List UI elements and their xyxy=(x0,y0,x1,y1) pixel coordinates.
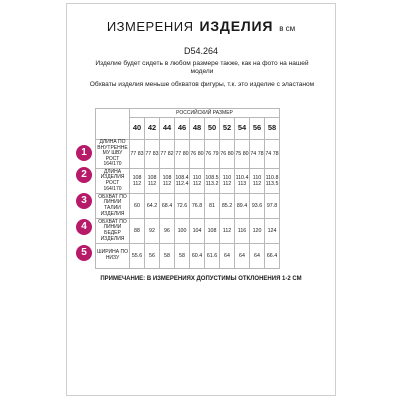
value-cell: 56 xyxy=(145,243,160,268)
value-cell: 120 xyxy=(250,218,265,243)
page-title xyxy=(67,19,335,35)
product-code: D54.264 xyxy=(183,46,219,56)
value-cell: 110 112 xyxy=(250,168,265,193)
value-cell: 108.5 113.2 xyxy=(205,168,220,193)
value-cell: 108 112 xyxy=(130,168,145,193)
value-cell: 89.4 xyxy=(235,193,250,218)
value-cell: 104 xyxy=(190,218,205,243)
tolerance-footnote: ПРИМЕЧАНИЕ: В ИЗМЕРЕНИЯХ ДОПУСТИМЫ ОТКЛОНЕНИЯ 1-2 СМ xyxy=(100,276,302,282)
value-cell: 60.4 xyxy=(190,243,205,268)
value-cell: 75 80 xyxy=(235,140,250,169)
size-cell: 40 xyxy=(130,118,145,140)
value-cell: 108 112 xyxy=(145,168,160,193)
marker-1: 1 xyxy=(76,145,92,161)
value-cell: 68.4 xyxy=(160,193,175,218)
size-system-header: РОССИЙСКИЙ РАЗМЕР xyxy=(130,109,280,118)
corner-cell xyxy=(96,109,130,140)
value-cell: 93.6 xyxy=(250,193,265,218)
value-cell: 97.8 xyxy=(265,193,280,218)
value-cell: 92 xyxy=(145,218,160,243)
value-cell: 77 82 xyxy=(160,140,175,169)
value-cell: 77 83 xyxy=(145,140,160,169)
size-cell: 50 xyxy=(205,118,220,140)
value-cell: 110.4 113 xyxy=(235,168,250,193)
value-cell: 108 112 xyxy=(160,168,175,193)
value-cell: 74 78 xyxy=(265,140,280,169)
marker-3: 3 xyxy=(76,193,92,209)
value-cell: 116 xyxy=(235,218,250,243)
table-row xyxy=(96,168,280,193)
table-row xyxy=(96,140,280,169)
value-cell: 64 xyxy=(235,243,250,268)
value-cell: 61.6 xyxy=(205,243,220,268)
size-cell: 56 xyxy=(250,118,265,140)
measurements-table xyxy=(95,108,280,269)
value-cell: 60 xyxy=(130,193,145,218)
value-cell: 124 xyxy=(265,218,280,243)
measurement-label: ОБХВАТ ПО ЛИНИИ ТАЛИИ ИЗДЕЛИЯ xyxy=(96,193,130,218)
value-cell: 58 xyxy=(175,243,190,268)
value-cell: 58 xyxy=(160,243,175,268)
measurement-label: ДЛИНА ИЗДЕЛИЯ РОСТ 164/170 xyxy=(96,168,130,193)
stretch-note: Обхваты изделия меньше обхватов фигуры, т.к. это изделие с эластаном xyxy=(89,81,315,88)
value-cell: 88 xyxy=(130,218,145,243)
value-cell: 72.6 xyxy=(175,193,190,218)
measurement-label: ДЛИНА ПО ВНУТРЕННЕ МУ ШВУ РОСТ 164/170 xyxy=(97,139,128,168)
size-cell: 46 xyxy=(175,118,190,140)
value-cell: 55.6 xyxy=(130,243,145,268)
value-cell: 96 xyxy=(160,218,175,243)
table-row xyxy=(96,218,280,243)
value-cell: 77 83 xyxy=(130,140,145,169)
value-cell: 112 xyxy=(220,218,235,243)
value-cell: 108.4 112.4 xyxy=(175,168,190,193)
size-cell: 52 xyxy=(220,118,235,140)
marker-2: 2 xyxy=(76,167,92,183)
value-cell: 64 xyxy=(220,243,235,268)
marker-4: 4 xyxy=(76,219,92,235)
value-cell: 110 112 xyxy=(190,168,205,193)
size-chart-sheet xyxy=(66,3,336,396)
value-cell: 66.4 xyxy=(265,243,280,268)
value-cell: 76 79 xyxy=(205,140,220,169)
value-cell: 110 112 xyxy=(220,168,235,193)
measurement-label: ОБХВАТ ПО ЛИНИИ БЕДЕР ИЗДЕЛИЯ xyxy=(96,218,130,243)
value-cell: 64 xyxy=(250,243,265,268)
value-cell: 74 78 xyxy=(250,140,265,169)
value-cell: 76 80 xyxy=(220,140,235,169)
title-units: в см xyxy=(279,24,296,33)
value-cell: 64.2 xyxy=(145,193,160,218)
value-cell: 76.8 xyxy=(190,193,205,218)
size-cell: 44 xyxy=(160,118,175,140)
table-row xyxy=(96,243,280,268)
value-cell: 85.2 xyxy=(220,193,235,218)
size-cell: 58 xyxy=(265,118,280,140)
value-cell: 110.8 113.5 xyxy=(265,168,280,193)
size-cell: 54 xyxy=(235,118,250,140)
value-cell: 81 xyxy=(205,193,220,218)
value-cell: 108 xyxy=(205,218,220,243)
size-cell: 48 xyxy=(190,118,205,140)
title-product: ИЗДЕЛИЯ xyxy=(199,18,274,34)
table-header-row xyxy=(96,109,280,118)
value-cell: 76 80 xyxy=(190,140,205,169)
fit-note: Изделие будет сидеть в любом размере также, как на фото на нашей модели xyxy=(95,60,309,76)
value-cell: 100 xyxy=(175,218,190,243)
size-cell: 42 xyxy=(145,118,160,140)
title-measurements: ИЗМЕРЕНИЯ xyxy=(106,19,194,34)
table-row xyxy=(96,193,280,218)
measurement-label: ШИРИНА ПО НИЗУ xyxy=(96,243,130,268)
value-cell: 77 80 xyxy=(175,140,190,169)
marker-5: 5 xyxy=(76,245,92,261)
